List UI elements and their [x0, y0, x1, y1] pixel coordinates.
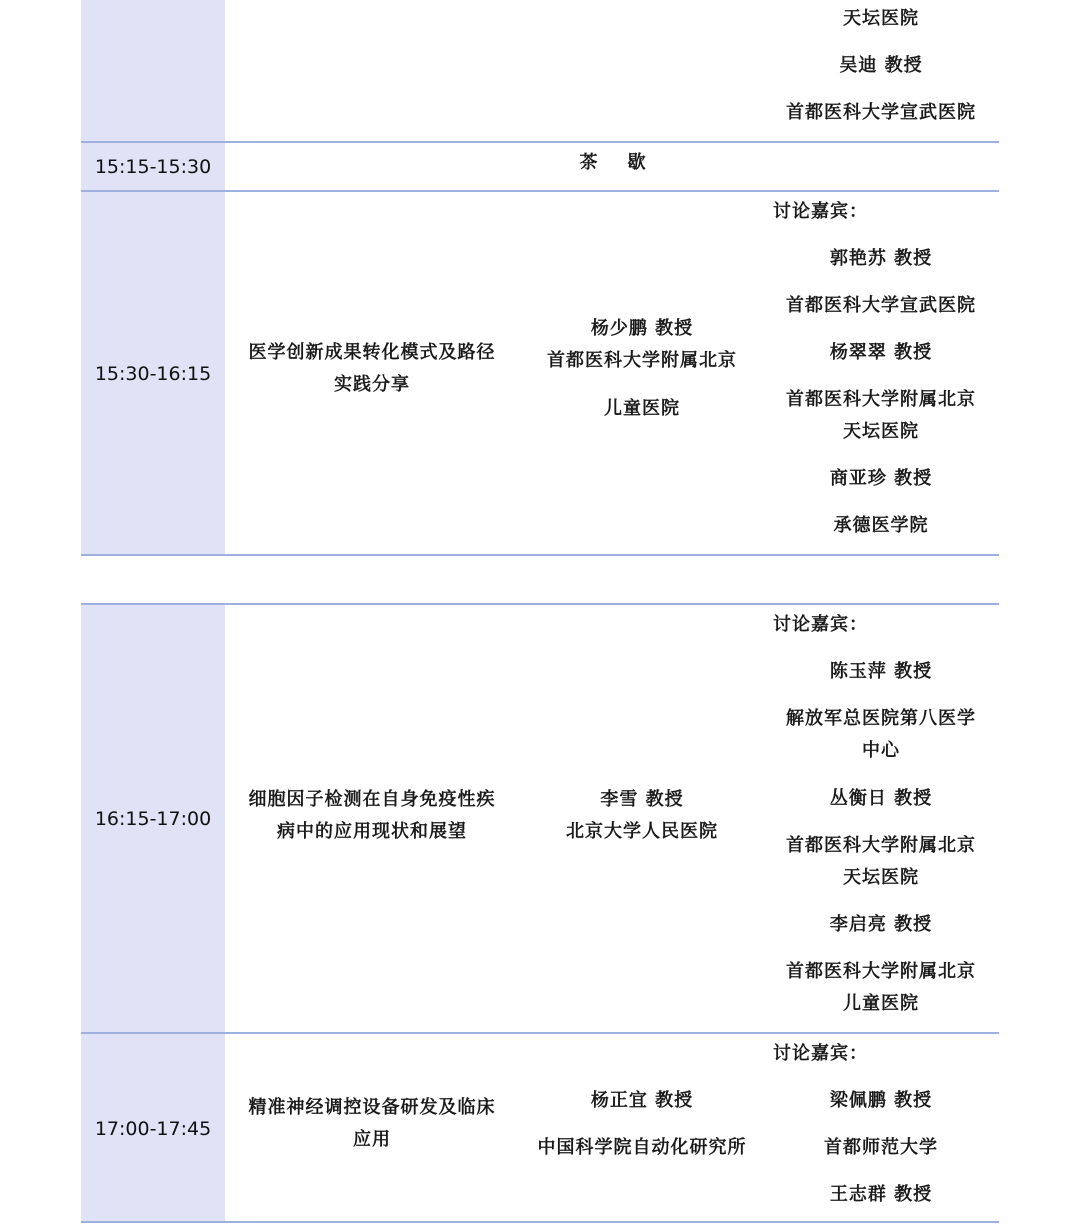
- speaker-line: 杨正宜 教授: [590, 1090, 694, 1111]
- panelist-line: 首都医科大学附属北京: [786, 835, 976, 856]
- panelist-line: 李启亮 教授: [829, 914, 933, 935]
- panelist-line: 陈玉萍 教授: [829, 661, 933, 682]
- panelist-line: 天坛医院: [843, 867, 919, 888]
- schedule-table-1: [81, 0, 999, 556]
- table-row: [81, 1034, 999, 1223]
- row-divider: [81, 554, 999, 556]
- panelist-line: 儿童医院: [843, 993, 919, 1014]
- speaker-line: 首都医科大学附属北京: [547, 350, 737, 371]
- panelist-line: 丛衡日 教授: [829, 788, 933, 809]
- topic-line: 医学创新成果转化模式及路径: [248, 342, 496, 363]
- schedule-table-2: [81, 603, 999, 1224]
- panelist-line: 梁佩鹏 教授: [829, 1090, 933, 1111]
- panelist-line: 解放军总医院第八医学: [786, 708, 976, 729]
- table-row: [81, 192, 999, 555]
- table-row: [81, 605, 999, 1033]
- speaker-line: 李雪 教授: [600, 789, 684, 810]
- time-cell: 15:30-16:15: [81, 192, 225, 555]
- speaker-line: 儿童医院: [604, 398, 680, 419]
- panelist-line: 吴迪 教授: [839, 55, 923, 76]
- panelist-line: 王志群 教授: [829, 1184, 933, 1205]
- time-cell: 16:15-17:00: [81, 605, 225, 1033]
- topic-line: 精准神经调控设备研发及临床: [248, 1097, 496, 1118]
- row-divider: [81, 1221, 999, 1223]
- discussion-heading: 讨论嘉宾：: [773, 614, 868, 635]
- panelist-line: 首都医科大学附属北京: [786, 961, 976, 982]
- topic-line: 实践分享: [334, 374, 410, 395]
- speaker-line: 北京大学人民医院: [566, 821, 718, 842]
- topic-line: 细胞因子检测在自身免疫性疾: [248, 789, 496, 810]
- panelist-line: 杨翠翠 教授: [829, 342, 933, 363]
- topic-line: 应用: [353, 1129, 391, 1150]
- panelist-line: 首都医科大学宣武医院: [786, 102, 976, 123]
- time-cell: [81, 0, 225, 143]
- speaker-line: 杨少鹏 教授: [590, 318, 694, 339]
- panelist-line: 天坛医院: [843, 421, 919, 442]
- panelist-line: 天坛医院: [843, 8, 919, 29]
- topic-line: 病中的应用现状和展望: [277, 821, 467, 842]
- panelist-line: 承德医学院: [833, 515, 929, 536]
- break-label: 茶 歇: [579, 152, 647, 173]
- time-cell: 17:00-17:45: [81, 1034, 225, 1223]
- panelist-line: 首都医科大学附属北京: [786, 389, 976, 410]
- panelist-line: 郭艳苏 教授: [829, 248, 933, 269]
- panelist-line: 中心: [862, 740, 900, 761]
- time-cell: 15:15-15:30: [81, 143, 225, 191]
- table-row-continued: [81, 0, 999, 143]
- discussion-heading: 讨论嘉宾：: [773, 201, 868, 222]
- table-row-break: [81, 143, 999, 191]
- speaker-line: 中国科学院自动化研究所: [537, 1137, 747, 1158]
- discussion-heading: 讨论嘉宾：: [773, 1043, 868, 1064]
- panelist-line: 商亚珍 教授: [829, 468, 933, 489]
- panelist-line: 首都医科大学宣武医院: [786, 295, 976, 316]
- panelist-line: 首都师范大学: [824, 1137, 938, 1158]
